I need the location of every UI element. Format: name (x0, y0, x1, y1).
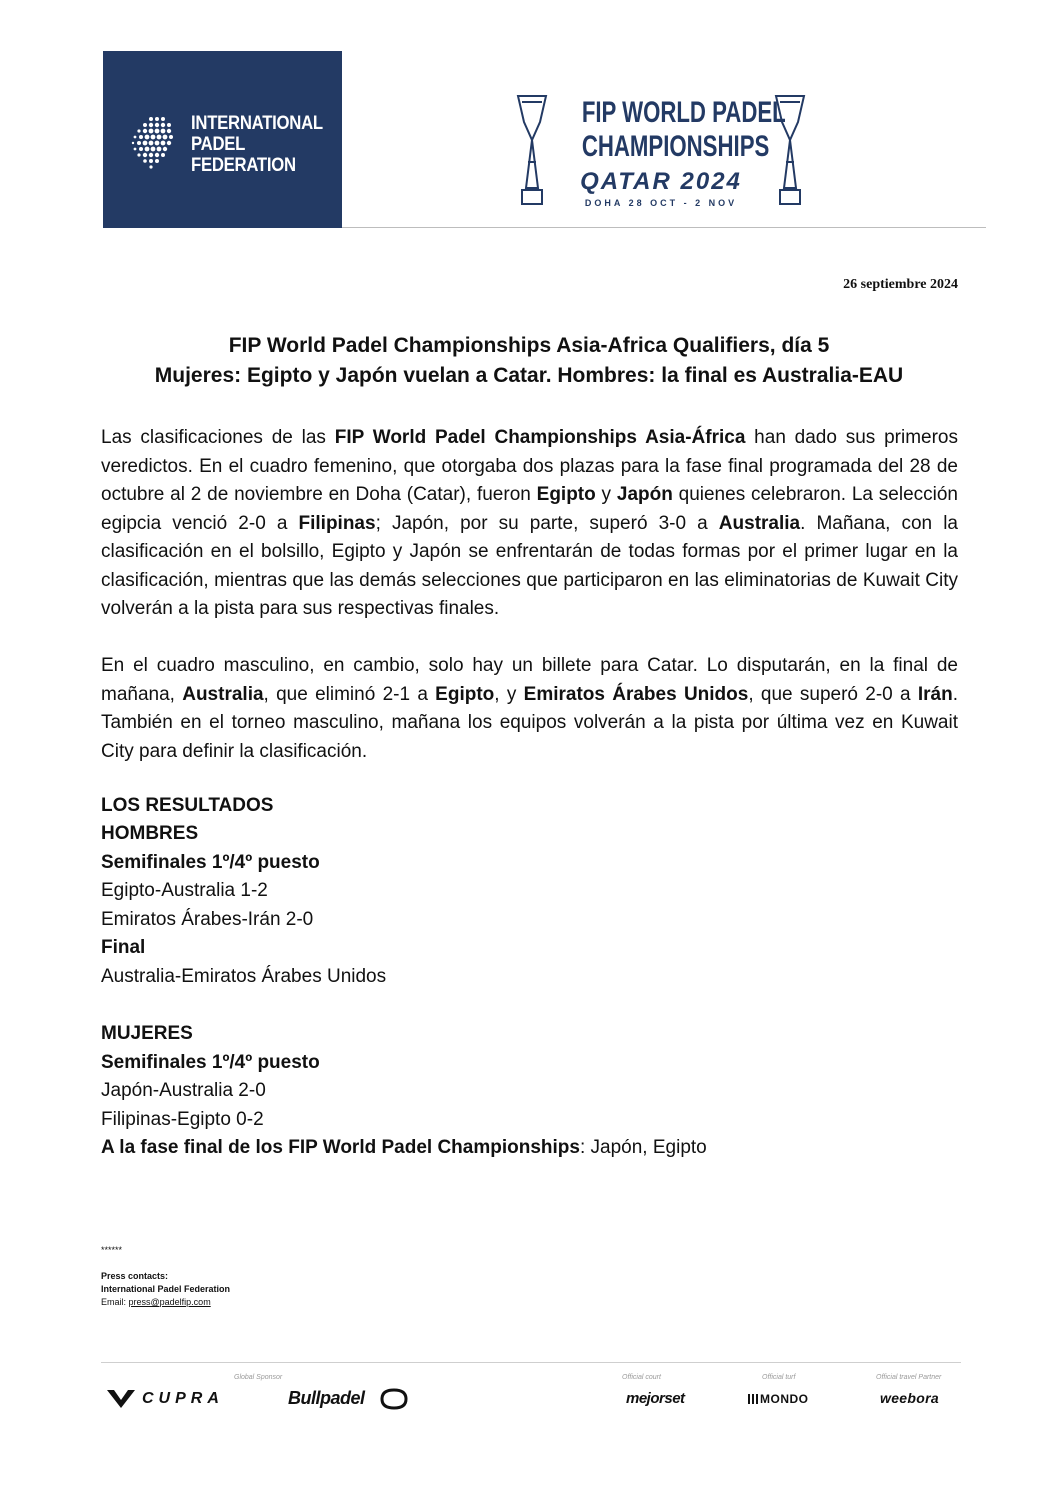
championships-logo (510, 92, 810, 212)
text-run: , que superó 2-0 a (748, 683, 918, 705)
body-paragraph-1 (101, 424, 958, 624)
result-line: Filipinas-Egipto 0-2 (101, 1109, 264, 1130)
cupra-logo-icon (106, 1388, 136, 1410)
fip-logo (103, 51, 342, 228)
travel-partner-caption: Official travel Partner (876, 1374, 942, 1381)
text-run: Las clasificaciones de las (101, 427, 335, 448)
result-line: Japón-Australia 2-0 (101, 1080, 266, 1101)
release-date: 26 septiembre 2024 (843, 277, 958, 292)
men-heading: HOMBRES (101, 823, 199, 844)
text-run: En el cuadro masculino, en cambio, solo hay un billete para Catar. Lo disputarán, en la final de mañana, (101, 655, 958, 705)
result-line: Australia-Emiratos Árabes Unidos (101, 966, 387, 987)
padel-racket-dots-icon (131, 115, 183, 171)
text-run: . También en el torneo masculino, mañana los equipos volverán a la pista por última vez en Kuwait City para definir la clasificación. (101, 683, 958, 762)
press-contacts-org: International Padel Federation (101, 1284, 231, 1294)
bold-text-run: Japón (616, 484, 673, 505)
header-divider (342, 227, 986, 228)
championships-logo-dates: DOHA 28 OCT - 2 NOV (584, 198, 738, 208)
weebora-logo: weebora (880, 1390, 939, 1406)
results-heading: LOS RESULTADOS (101, 795, 274, 816)
bold-text-run: Australia (182, 683, 264, 705)
women-semis-heading: Semifinales 1º/4º puesto (101, 1052, 320, 1073)
separator-stars: ****** (101, 1245, 123, 1255)
mondo-logo: MONDO (760, 1392, 809, 1406)
bullpadel-logo: Bullpadel (288, 1388, 365, 1408)
subheadline: Mujeres: Egipto y Japón vuelan a Catar. Hombres: la final es Australia-EAU (154, 364, 904, 387)
bold-text-run: Irán (917, 683, 953, 705)
press-contacts-label: Press contacts: (101, 1271, 169, 1281)
qualified-line (101, 1134, 707, 1163)
championships-logo-line1: FIP WORLD PADEL (581, 96, 786, 129)
qualified-label: A la fase final de los FIP World Padel Championships (101, 1137, 580, 1158)
text-run: , y (494, 683, 524, 705)
result-line: Emiratos Árabes-Irán 2-0 (101, 909, 314, 930)
text-run: y (595, 484, 617, 505)
text-run: ; Japón, por su parte, superó 3-0 a (375, 512, 719, 534)
bold-text-run: Egipto (435, 683, 495, 705)
email-label: Email: (101, 1297, 129, 1307)
championships-logo-line3: QATAR 2024 (580, 168, 742, 195)
text-run: quienes celebraron. La selección egipcia venció 2-0 a (101, 484, 959, 534)
bold-text-run: Australia (718, 512, 801, 534)
men-final-heading: Final (101, 937, 146, 958)
text-run: , que eliminó 2-1 a (263, 683, 436, 705)
text-run: han dado sus primeros veredictos. En el cuadro femenino, que otorgaba dos plazas para la fase final programada del 28 de octubre al 2 de noviembre en Doha (Catar), fueron (101, 427, 958, 505)
press-email-link[interactable]: press@padelfip.com (128, 1297, 211, 1307)
sponsor-divider (101, 1362, 961, 1363)
men-semis-heading: Semifinales 1º/4º puesto (101, 852, 320, 873)
official-turf-caption: Official turf (762, 1374, 796, 1381)
fip-logo-line: FEDERATION (191, 155, 296, 176)
bold-text-run: Egipto (536, 484, 596, 505)
global-sponsor-caption: Global Sponsor (234, 1374, 283, 1381)
press-contacts-email-line (101, 1296, 211, 1308)
text-run: . Mañana, con la clasificación en el bolsillo, Egipto y Japón se enfrentarán de todas formas por el primer lugar en la clasificación, mientras que las demás selecciones que participaron en las eliminatorias de Kuwait City volverán a la pista para sus respectivas finales. (101, 512, 958, 619)
trophy-icon (514, 92, 550, 208)
fip-logo-line: INTERNATIONAL (191, 113, 323, 134)
championships-logo-line2: CHAMPIONSHIPS (581, 130, 770, 163)
cupra-logo: CUPRA (142, 1390, 224, 1407)
qualified-value: : Japón, Egipto (579, 1137, 707, 1158)
bold-text-run: Emiratos Árabes Unidos (523, 683, 749, 705)
bold-text-run: Filipinas (298, 512, 376, 534)
women-heading: MUJERES (101, 1023, 193, 1044)
mejorset-logo: mejorset (626, 1390, 685, 1407)
official-court-caption: Official court (622, 1374, 661, 1381)
fip-logo-line: PADEL (191, 134, 246, 155)
result-line: Egipto-Australia 1-2 (101, 880, 268, 901)
fip-logo-text (191, 113, 323, 176)
bullpadel-emblem-icon (378, 1388, 410, 1410)
mondo-emblem-icon (748, 1394, 760, 1404)
body-paragraph-2 (101, 652, 958, 766)
bold-text-run: FIP World Padel Championships Asia-África (334, 427, 746, 448)
headline: FIP World Padel Championships Asia-Africa Qualifiers, día 5 (228, 334, 830, 357)
